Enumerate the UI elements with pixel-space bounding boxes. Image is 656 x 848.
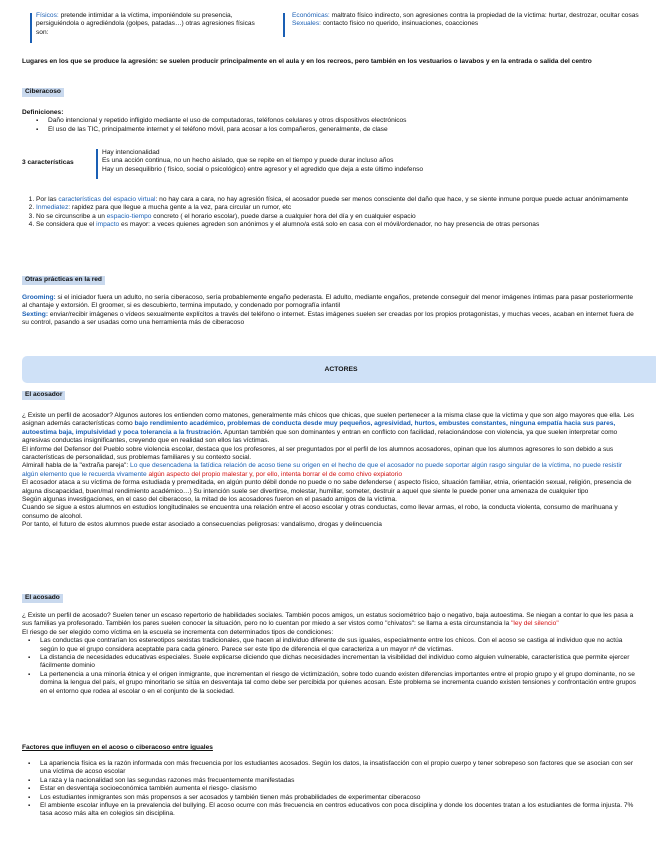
acosado-item: ▪ Las conductas que contrarían los estereotipos sexistas tradicionales, que hacen al individuo diferente de sus iguales, especialmente entre los chicos. Con el acoso se castiga al individuo que no actúa según lo que el grupo considera aceptable para cada género. Parece ser este tipo de diferencia el que caracteriza a un mayor nº de víctimas.	[40, 637, 638, 654]
grooming-label: Grooming:	[22, 294, 56, 301]
acosado-item: ▪ La pertenencia a una minoría étnica y el origen inmigrante, que incrementan el riesgo de victimización, sobre todo cuando existen diferencias importantes entre el propio grupo y el grupo dominante, no se domina la lengua del país, el grupo minoritario se sitúa en desventaja tal como debe ser percibida por quienes acosan. Este problema se incrementa cuando existen tensiones y confrontación entre grupos en el entorno que rodea al escolar o en el conjunto de la sociedad.	[40, 671, 638, 696]
acosado-p1: ¿ Existe un perfil de acosado? Suelen tener un escaso repertorio de habilidades sociales. También pocos amigos, un estatus sociométrico bajo o negativo, baja autoestima. Se niegan a contar lo que les pasa a sus familias ya profesorado. También los pares suelen conocer la situación, pero no lo cuentan por miedo a ser vistos como "chivatos": se llama a esta circunstancia la "ley del silencio"	[22, 612, 634, 628]
sexting-paragraph	[22, 311, 638, 328]
factores-list	[22, 760, 638, 819]
factor-item: ▪ Los estudiantes inmigrantes son más propensos a ser acosados y también tienen más probabilidades de experimentar ciberacoso	[40, 794, 638, 802]
acosado-p2: El riesgo de ser elegido como víctima en la escuela se incrementa con determinados tipos de condiciones:	[22, 628, 334, 636]
definiciones-list	[22, 117, 638, 134]
acosador-p1: ¿ Existe un perfil de acosador? Algunos autores los entienden como matones, generalmente más chicos que chicas, que suelen pertenecer a la misma clase que la víctima y que son algo mayores que ella. Les asignan además características como bajo rendimiento académico, problemas de conducta desde muy pequeños, agresividad, hurtos, embustes constantes, ninguna empatía hacia sus pares, autoestima baja, impulsividad y poca tolerancia a la frustración. Apuntan también que son dominantes y entran en conflicto con facilidad, relacionándose con violencia, ya que suelen interpretar como agresivas conductas insignificantes, creyendo que en realidad son ellos las víctimas.	[22, 412, 635, 445]
economicas-text: maltrato físico indirecto, son agresiones contra la propiedad de la víctima: hurtar, destrozar, ocultar cosas	[331, 12, 639, 19]
acosado-heading: El acosado	[22, 594, 63, 603]
definicion-item: ▪ El uso de las TIC, principalmente internet y el teléfono móvil, para acosar a los compañeros, generalmente, de clase	[48, 126, 638, 134]
acosador-p6: Cuando se sigue a estos alumnos en estudios longitudinales se encuentra una relación entre el acoso escolar y otras conductas, como llevar armas, el robo, la conducta violenta, consumo de marihuana y consumo de alcohol.	[22, 504, 618, 520]
sexuales-label: Sexuales:	[292, 20, 321, 28]
reason-item: 1. Por las características del espacio virtual: no hay cara a cara, no hay agresión física, el acosador puede ser menos consciente del daño que hace, y se siente inmune porque puede actuar anónimamente	[36, 196, 638, 204]
otras-body	[22, 294, 638, 328]
reason-item: 3. No se circunscribe a un espacio-tiempo concreto ( el horario escolar), puede darse a cualquier hora del día y en cualquier espacio	[36, 213, 638, 221]
acosador-p5: Según algunas investigaciones, en el caso del ciberacoso, la mitad de los acosadores fueron en el pasado amigos de la víctima.	[22, 496, 397, 504]
acosador-p2: El informe del Defensor del Pueblo sobre violencia escolar, destaca que los profesores, al ser preguntados por el perfil de los alumnos acosadores, opinan que los alumnos agresores lo son debido a sus características de personalidad, sus problemas familiares y su contexto social.	[22, 445, 614, 462]
definicion-item: ▪ Daño intencional y repetido infligido mediante el uso de computadoras, teléfonos celulares y otros dispositivos electrónicos	[48, 117, 638, 125]
acosador-p7: Por tanto, el futuro de estos alumnos puede estar asociado a consecuencias peligrosas: vandalismo, drogas y delincuencia	[22, 521, 382, 529]
ciberacoso-reasons	[22, 196, 638, 230]
factor-item: ▪ Estar en desventaja socioeconómica también aumenta el riesgo- clasismo	[40, 785, 638, 793]
economicas-label: Económicas:	[292, 12, 330, 19]
acosador-p4: El acosador ataca a su víctima de forma estudiada y premeditada, en algún punto débil donde no puede o no sabe defenderse ( aspecto físico, situación familiar, etnia, orientación sexual, religión, presencia de alguna discapacidad, buen/mal rendimiento académico…) Su intención suele ser divertirse, molestar, humillar, someter, destruir a aquel que siente le puede poner una amenaza de cualquier tipo	[22, 479, 632, 495]
caracteristica-item: Es una acción continua, no un hecho aislado, que se repite en el tiempo y puede durar incluso años	[102, 157, 394, 165]
economicas-paragraph	[292, 12, 642, 29]
acosador-heading: El acosador	[22, 391, 65, 400]
actores-banner: ACTORES	[22, 356, 656, 383]
otras-heading: Otras prácticas en la red	[22, 276, 105, 285]
ciberacoso-heading: Ciberacoso	[22, 88, 64, 97]
factores-body	[22, 760, 638, 819]
grooming-paragraph	[22, 294, 638, 311]
factor-item: ▪ La apariencia física es la razón informada con más frecuencia por los estudiantes acosados. Según los datos, la insatisfacción con el propio cuerpo y tener sobrepeso son factores que se asocian con ser una víctima de acoso escolar	[40, 760, 638, 777]
acosador-heading-row	[22, 391, 638, 400]
ciberacoso-section	[22, 88, 638, 97]
acosado-body	[22, 612, 638, 696]
reason-item: 4. Se considera que el impacto es mayor: a veces quienes agreden son anónimos y el alumno/a está solo en casa con el móvil/ordenador, no hay presencia de otras personas	[36, 221, 638, 229]
acosador-body	[22, 412, 638, 530]
acosado-item: ▪ La distancia de necesidades educativas especiales. Suele explicarse diciendo que dichas necesidades incrementan la visibilidad del individuo como alguien vulnerable, característica que permite ejercer fácilmente dominio	[40, 654, 638, 671]
fisicos-text: pretende intimidar a la víctima, imponiéndole su presencia, persiguiéndola o agrediéndola (golpes, patadas…) otras agresiones físicas son:	[36, 12, 255, 36]
factor-item: ▪ La raza y la nacionalidad son las segundas razones más frecuentemente manifestadas	[40, 777, 638, 785]
sexuales-text: contacto físico no querido, insinuaciones, coacciones	[322, 20, 479, 28]
definiciones-label: Definiciones:	[22, 109, 64, 116]
acosado-list	[22, 637, 638, 696]
caracteristica-item: Hay un desequilibrio ( físico, social o psicológico) entre agresor y el agredido que deja a este último indefenso	[102, 165, 424, 173]
definiciones-block	[22, 109, 638, 134]
left-blue-bar	[30, 13, 32, 43]
caracteristica-item: Hay intencionalidad	[102, 149, 160, 156]
reasons-list	[22, 196, 638, 230]
caracteristicas-bar	[96, 149, 98, 179]
fisicos-label: Físicos:	[36, 12, 59, 19]
reason-item: 2. Inmediatez: rapidez para que llegue a mucha gente a la vez, para circular un rumor, etc	[36, 204, 638, 212]
caracteristicas-list	[102, 149, 642, 174]
grooming-text: si el iniciador fuera un adulto, no sería ciberacoso, sería probablemente engaño pederasta. El adulto, mediante engaños, pretende conseguir del menor imágenes íntimas para pasar posteriormente al chantaje y extorsión. El groomer, si es descubierto, termina imputado, y condenado por pornografía infantil	[22, 294, 634, 310]
caracteristicas-label: 3 características	[22, 159, 74, 166]
sexting-label: Sexting:	[22, 310, 49, 318]
sexting-text: enviar/recibir imágenes o vídeos sexualmente explícitos a través del teléfono o internet. Estas imágenes suelen ser creadas por los propios protagonistas, y muchas veces, acaban en internet fuera de su control, pasando a ser usadas como una herramienta más de ciberacoso	[22, 310, 634, 327]
factores-heading: Factores que influyen en el acoso o ciberacoso entre iguales	[22, 744, 213, 751]
acosado-heading-row	[22, 594, 638, 603]
fisicos-paragraph	[36, 12, 264, 37]
acosador-p3: Almirall habla de la "extraña pareja": Lo que desencadena la fatídica relación de acoso tiene su origen en el hecho de que el acosador no puede soportar algún rasgo singular de la víctima, no puede resistir algún elemento que le recuerda vivamente algún aspecto del propio malestar y, por ello, intenta borrar el de como chivo expiatorio	[22, 462, 622, 478]
otras-heading-row	[22, 276, 638, 285]
right-blue-bar	[283, 13, 285, 37]
factor-item: ▪ El ambiente escolar influye en la prevalencia del bullying. El acoso ocurre con más frecuencia en centros educativos con poca disciplina y donde los docentes tratan a los estudiantes de forma injusta. 7% tasa acoso más alta en colegios sin disciplina.	[40, 802, 638, 819]
lugares-paragraph: Lugares en los que se produce la agresión: se suelen producir principalmente en el aula y en los recreos, pero también en los vestuarios o lavabos y en la entrada o salida del centro	[22, 58, 592, 65]
